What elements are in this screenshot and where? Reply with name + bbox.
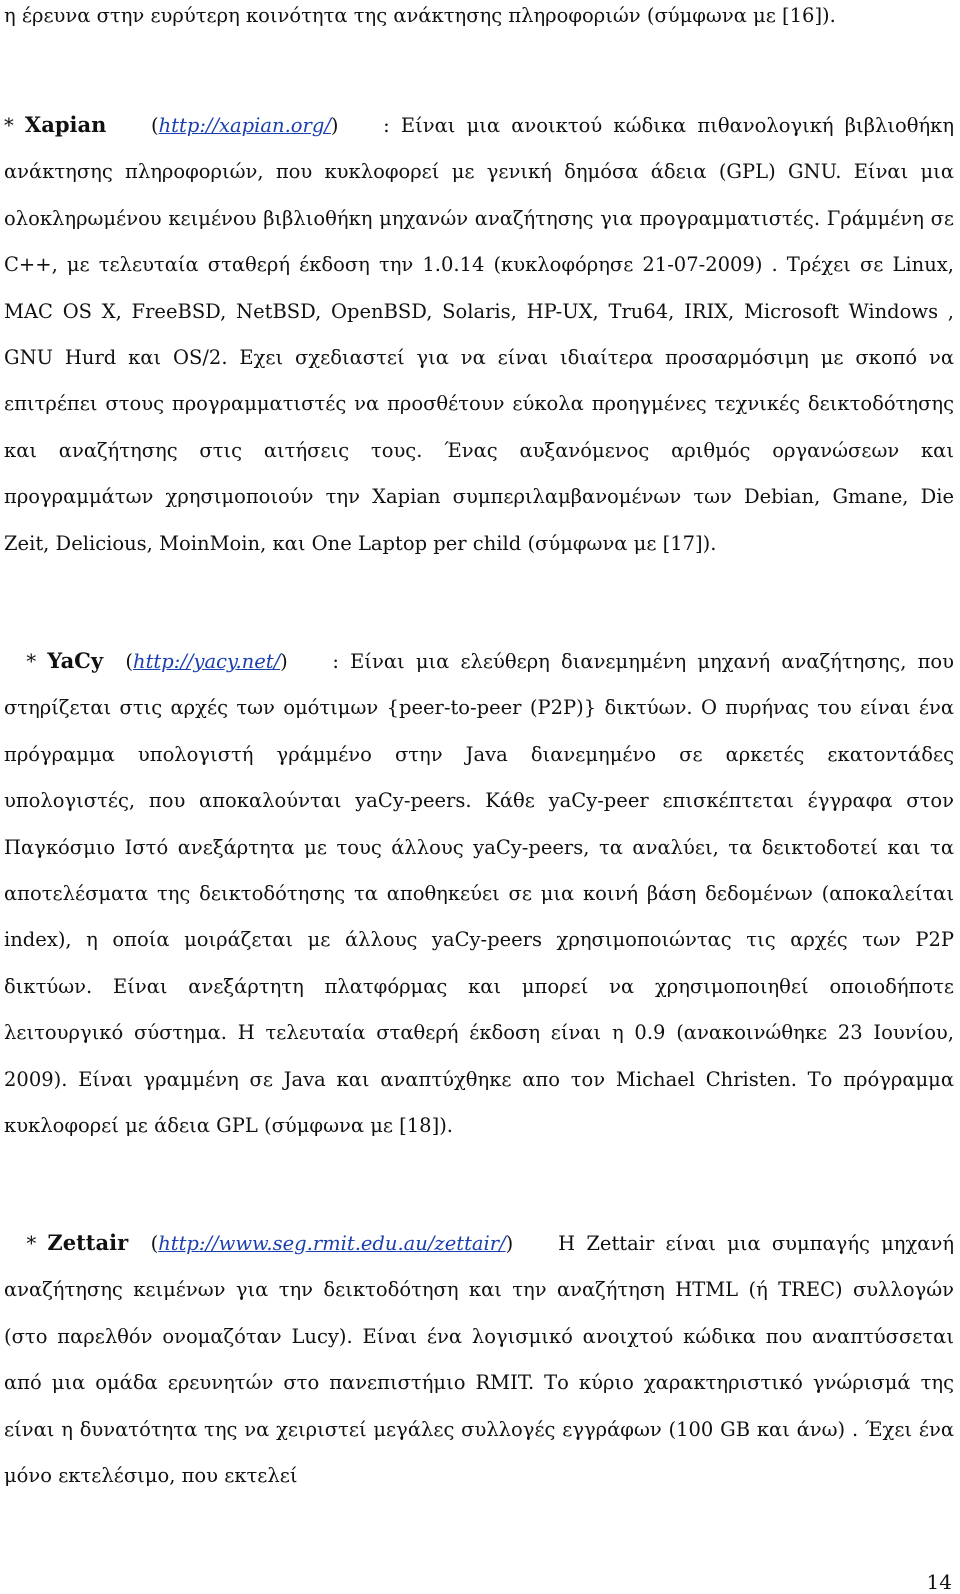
paragraph-zettair-text: Η Zettair είναι μια συμπαγής μηχανή αναζήτησης κειμένων για την δεικτοδότηση και την αναζήτηση HTML (ή TREC) συλλογών (στο παρελθόν ονομαζόταν Lucy). Είναι ένα λογισμικό ανοιχτού κώδικα που αναπτύσσεται από μια ομάδα ερευνητών στο πανεπιστήμιο RMIT. Το κύριο χαρακτηριστικό γνώρισμά της είναι η δυνατότητα της να χειριστεί μεγάλες συλλογές εγγράφων (100 GB και άνω) . Έχει ένα μόνο εκτελέσιμο, που εκτελεί	[4, 1232, 955, 1488]
bullet-marker: *	[4, 114, 25, 137]
link-yacy[interactable]: http://yacy.net/	[133, 650, 281, 673]
tool-name-xapian: Xapian	[24, 112, 107, 137]
link-xapian[interactable]: http://xapian.org/	[158, 114, 331, 137]
paragraph-yacy: * YaCy (http://yacy.net/) : Είναι μια ελεύθερη διανεμημένη μηχανή αναζήτησης, που στηρίζεται στις αρχές των ομότιμων {peer-to-peer (P2P)} δικτύων. Ο πυρήνας του είναι ένα πρόγραμμα υπολογιστή γράμμένο στην Java διανεμημένο σε αρκετές εκατοντάδες υπολογιστές, που αποκαλούνται yaCy-peers. Κάθε yaCy-peer επισκέπτεται έγγραφα στον Παγκόσμιο Ιστό ανεξάρτητα με τους άλλους yaCy-peers, τα αναλύει, τα δεικτοδοτεί και τα αποτελέσματα της δεικτοδότησης τα αποθηκεύει σε μια κοινή βάση δεδομένων (αποκαλείται index), η οποία μοιράζεται με άλλους yaCy-peers χρησιμοποιώντας τις αρχές των P2P δικτύων. Είναι ανεξάρτητη πλατφόρμας και μπορεί να χρησιμοποιηθεί οποιοδήποτε λειτουργικό σύστημα. Η τελευταία σταθερή έκδοση είναι η 0.9 (ανακοινώθηκε 23 Ιουνίου, 2009). Είναι γραμμένη σε Java και αναπτύχθηκε απο τον Michael Christen. Το πρόγραμμα κυκλοφορεί με άδεια GPL (σύμφωνα με [18]).	[4, 648, 954, 1138]
link-zettair[interactable]: http://www.seg.rmit.edu.au/zettair/	[158, 1232, 506, 1255]
tool-name-zettair: Zettair	[47, 1230, 129, 1255]
paragraph-intro-continuation: η έρευνα στην ευρύτερη κοινότητα της ανάκτησης πληροφοριών (σύμφωνα με [16]).	[4, 4, 836, 27]
page-number: 14	[926, 1570, 952, 1594]
paragraph-yacy-text: : Είναι μια ελεύθερη διανεμημένη μηχανή αναζήτησης, που στηρίζεται στις αρχές των ομότιμων {peer-to-peer (P2P)} δικτύων. Ο πυρήνας του είναι ένα πρόγραμμα υπολογιστή γράμμένο στην Java διανεμημένο σε αρκετές εκατοντάδες υπολογιστές, που αποκαλούνται yaCy-peers. Κάθε yaCy-peer επισκέπτεται έγγραφα στον Παγκόσμιο Ιστό ανεξάρτητα με τους άλλους yaCy-peers, τα αναλύει, τα δεικτοδοτεί και τα αποτελέσματα της δεικτοδότησης τα αποθηκεύει σε μια κοινή βάση δεδομένων (αποκαλείται index), η οποία μοιράζεται με άλλους yaCy-peers χρησιμοποιώντας τις αρχές των P2P δικτύων. Είναι ανεξάρτητη πλατφόρμας και μπορεί να χρησιμοποιηθεί οποιοδήποτε λειτουργικό σύστημα. Η τελευταία σταθερή έκδοση είναι η 0.9 (ανακοινώθηκε 23 Ιουνίου, 2009). Είναι γραμμένη σε Java και αναπτύχθηκε απο τον Michael Christen. Το πρόγραμμα κυκλοφορεί με άδεια GPL (σύμφωνα με [18]).	[4, 650, 954, 1138]
tool-name-yacy: YaCy	[47, 648, 104, 673]
bullet-marker: *	[26, 650, 48, 673]
paragraph-xapian-text: : Είναι μια ανοικτού κώδικα πιθανολογική βιβλιοθήκη ανάκτησης πληροφοριών, που κυκλοφορεί με γενική δημόσα άδεια (GPL) GNU. Είναι μια ολοκληρωμένου κειμένου βιβλιοθήκη μηχανών αναζήτησης για προγραμματιστές. Γράμμένη σε C++, με τελευταία σταθερή έκδοση την 1.0.14 (κυκλοφόρησε 21-07-2009) . Τρέχει σε Linux, MAC OS X, FreeBSD, NetBSD, OpenBSD, Solaris, HP-UX, Tru64, IRIX, Microsoft Windows , GNU Hurd και OS/2. Εχει σχεδιαστεί για να είναι ιδιαίτερα προσαρμόσιμη με σκοπό να επιτρέπει στους προγραμματιστές να προσθέτουν εύκολα προηγμένες τεχνικές δεικτοδότησης και αναζήτησης στις αιτήσεις τους. Ένας αυξανόμενος αριθμός οργανώσεων και προγραμμάτων χρησιμοποιούν την Xapian συμπεριλαμβανομένων των Debian, Gmane, Die Zeit, Delicious, MoinMoin, και One Laptop per child (σύμφωνα με [17]).	[4, 114, 955, 555]
paragraph-xapian: * Xapian (http://xapian.org/) : Είναι μια ανοικτού κώδικα πιθανολογική βιβλιοθήκη ανάκτησης πληροφοριών, που κυκλοφορεί με γενική δημόσα άδεια (GPL) GNU. Είναι μια ολοκληρωμένου κειμένου βιβλιοθήκη μηχανών αναζήτησης για προγραμματιστές. Γράμμένη σε C++, με τελευταία σταθερή έκδοση την 1.0.14 (κυκλοφόρησε 21-07-2009) . Τρέχει σε Linux, MAC OS X, FreeBSD, NetBSD, OpenBSD, Solaris, HP-UX, Tru64, IRIX, Microsoft Windows , GNU Hurd και OS/2. Εχει σχεδιαστεί για να είναι ιδιαίτερα προσαρμόσιμη με σκοπό να επιτρέπει στους προγραμματιστές να προσθέτουν εύκολα προηγμένες τεχνικές δεικτοδότησης και αναζήτησης στις αιτήσεις τους. Ένας αυξανόμενος αριθμός οργανώσεων και προγραμμάτων χρησιμοποιούν την Xapian συμπεριλαμβανομένων των Debian, Gmane, Die Zeit, Delicious, MoinMoin, και One Laptop per child (σύμφωνα με [17]).	[4, 112, 955, 555]
paragraph-zettair: * Zettair (http://www.seg.rmit.edu.au/zettair/) Η Zettair είναι μια συμπαγής μηχανή αναζήτησης κειμένων για την δεικτοδότηση και την αναζήτηση HTML (ή TREC) συλλογών (στο παρελθόν ονομαζόταν Lucy). Είναι ένα λογισμικό ανοιχτού κώδικα που αναπτύσσεται από μια ομάδα ερευνητών στο πανεπιστήμιο RMIT. Το κύριο χαρακτηριστικό γνώρισμά της είναι η δυνατότητα της να χειριστεί μεγάλες συλλογές εγγράφων (100 GB και άνω) . Έχει ένα μόνο εκτελέσιμο, που εκτελεί	[4, 1230, 955, 1488]
bullet-marker: *	[26, 1232, 48, 1255]
